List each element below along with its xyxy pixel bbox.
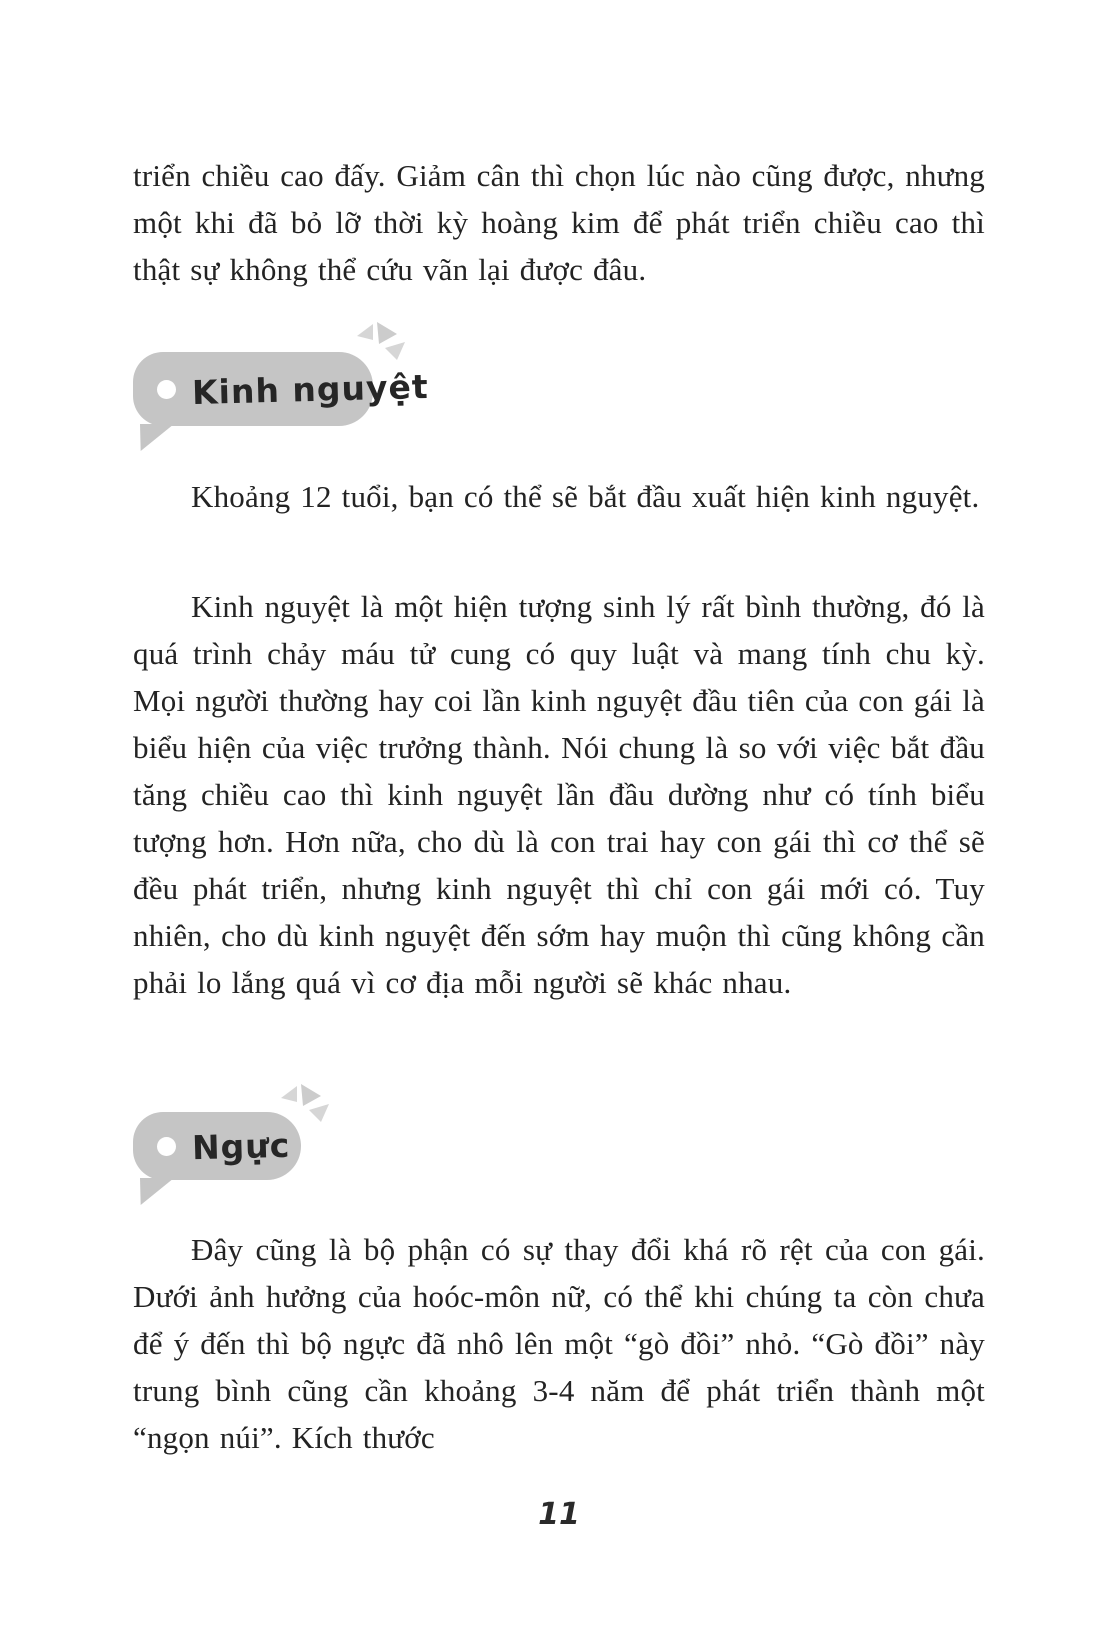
section-heading-label: Ngực [191,1125,291,1167]
paragraph-menstruation-1: Khoảng 12 tuổi, bạn có thể sẽ bắt đầu xuất hiện kinh nguyệt. [191,479,980,514]
bullet-dot-icon [157,1137,176,1156]
paragraph-breast-1: Đây cũng là bộ phận có sự thay đổi khá rõ rệt của con gái. Dưới ảnh hưởng của hoóc-môn nữ, có thể khi chúng ta còn chưa để ý đến thì bộ ngực đã nhô lên một “gò đồi” nhỏ. “Gò đồi” này trung bình cũng cần khoảng 3-4 năm để phát triển thành một “ngọn núi”. Kích thước [133,1232,985,1455]
heading-bubble [133,1112,301,1180]
bullet-dot-icon [157,380,176,399]
section-heading-menstruation [133,352,430,426]
heading-bubble [133,352,430,426]
paragraph-menstruation-2: Kinh nguyệt là một hiện tượng sinh lý rất bình thường, đó là quá trình chảy máu tử cung có quy luật và mang tính chu kỳ. Mọi người thường hay coi lần kinh nguyệt đầu tiên của con gái là biểu hiện của việc trưởng thành. Nói chung là so với việc bắt đầu tăng chiều cao thì kinh nguyệt lần đầu dường như có tính biểu tượng hơn. Hơn nữa, cho dù là con trai hay con gái thì cơ thể sẽ đều phát triển, nhưng kinh nguyệt thì chỉ con gái mới có. Tuy nhiên, cho dù kinh nguyệt đến sớm hay muộn thì cũng không cần phải lo lắng quá vì cơ địa mỗi người sẽ khác nhau. [133,589,985,1000]
paragraph-intro: triển chiều cao đấy. Giảm cân thì chọn lúc nào cũng được, nhưng một khi đã bỏ lỡ thời kỳ hoàng kim để phát triển chiều cao thì thật sự không thể cứu vãn lại được đâu. [133,158,985,287]
bubble-tail [140,424,174,451]
bubble-tail [140,1178,174,1205]
section-heading-label: Kinh nguyệt [191,366,430,412]
page-number: 11 [538,1497,580,1532]
section-heading-breast [133,1112,301,1180]
